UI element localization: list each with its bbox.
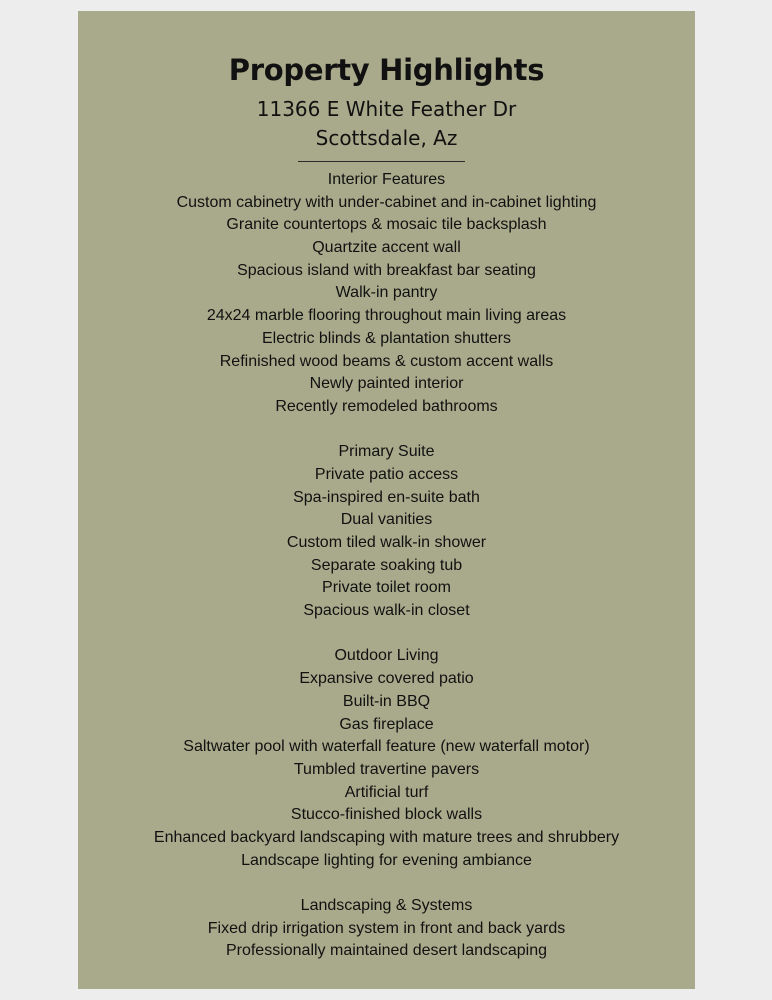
- list-item: Refinished wood beams & custom accent walls: [219, 352, 554, 370]
- list-item: Recently remodeled bathrooms: [275, 397, 498, 415]
- list-item: Private toilet room: [322, 579, 451, 597]
- section-spacer: [78, 419, 695, 442]
- section-heading-outdoor-living: Outdoor Living: [334, 647, 439, 665]
- list-item: Dual vanities: [340, 511, 433, 529]
- list-item: Built-in BBQ: [342, 692, 431, 710]
- list-item: Spa-inspired en-suite bath: [293, 488, 480, 506]
- list-item: Electric blinds & plantation shutters: [261, 329, 511, 347]
- flyer-page: [78, 11, 695, 989]
- list-item: Separate soaking tub: [310, 556, 463, 574]
- title-divider: [298, 161, 465, 162]
- section-heading-landscaping-systems: Landscaping & Systems: [300, 897, 473, 914]
- address-street: 11366 E White Feather Dr: [256, 97, 517, 121]
- address-city: Scottsdale, Az: [315, 126, 458, 150]
- list-item: Custom cabinetry with under-cabinet and in-cabinet lighting: [176, 193, 597, 211]
- property-address: [78, 95, 695, 153]
- list-item: Saltwater pool with waterfall feature (new waterfall motor): [183, 738, 590, 756]
- section-heading-primary-suite: Primary Suite: [338, 443, 435, 461]
- list-item: Spacious island with breakfast bar seating: [237, 261, 536, 279]
- list-item: Professionally maintained desert landscaping: [225, 942, 548, 960]
- list-item: Private patio access: [314, 465, 459, 483]
- list-item: Custom tiled walk-in shower: [286, 534, 487, 551]
- list-item: Enhanced backyard landscaping with mature trees and shrubbery: [153, 828, 620, 846]
- list-item: Spacious walk-in closet: [303, 602, 470, 620]
- list-item: Stucco-finished block walls: [290, 806, 483, 824]
- list-item: Quartzite accent wall: [312, 239, 461, 257]
- list-item: Gas fireplace: [339, 715, 434, 733]
- list-item: Newly painted interior: [309, 375, 464, 393]
- list-item: Walk-in pantry: [335, 284, 438, 302]
- list-item: Fixed drip irrigation system in front and back yards: [207, 919, 566, 937]
- section-heading-interior: Interior Features: [327, 171, 446, 188]
- list-item: 24x24 marble flooring throughout main living areas: [206, 307, 567, 325]
- list-item: Granite countertops & mosaic tile backsplash: [226, 216, 547, 234]
- highlights-list: [78, 169, 695, 963]
- list-item: Landscape lighting for evening ambiance: [241, 851, 532, 869]
- list-item: Artificial turf: [344, 783, 429, 801]
- list-item: Expansive covered patio: [299, 670, 474, 688]
- page-title: Property Highlights: [228, 53, 545, 87]
- list-item: Tumbled travertine pavers: [293, 760, 480, 778]
- section-spacer: [78, 623, 695, 646]
- section-spacer: [78, 872, 695, 895]
